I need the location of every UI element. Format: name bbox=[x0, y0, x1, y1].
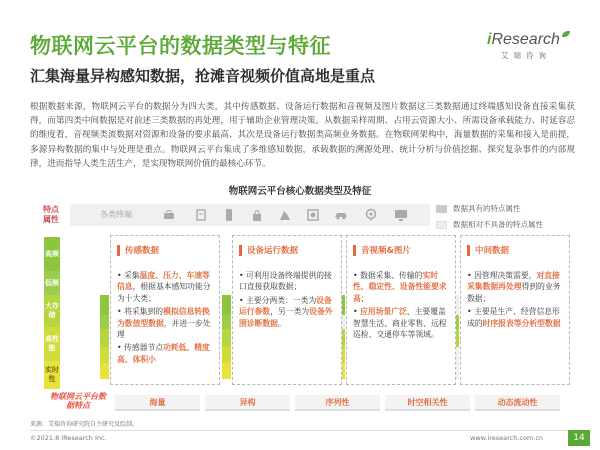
column-intermediate-data bbox=[460, 235, 570, 385]
leaf-icon bbox=[562, 31, 570, 37]
column-heading: 传感数据 bbox=[125, 246, 160, 256]
legend-item-has: 数据具有的特点属性 bbox=[436, 202, 543, 215]
legend bbox=[436, 202, 543, 234]
feature-tag: 时空相关性 bbox=[385, 395, 470, 411]
website-link[interactable]: www.iresearch.com.cn bbox=[470, 434, 544, 442]
column-heading: 设备运行数据 bbox=[247, 246, 299, 256]
legend-swatch bbox=[436, 205, 447, 213]
column-device-data bbox=[232, 235, 342, 385]
page-title: 物联网云平台的数据类型与特征 bbox=[30, 34, 331, 58]
webcam-icon bbox=[364, 208, 378, 222]
bullet: • 可利用设备终端提供的接口直接获取数据； bbox=[239, 271, 332, 292]
feature-tag: 序列性 bbox=[295, 395, 380, 411]
meter-icon bbox=[194, 208, 208, 222]
logo-brand: Research bbox=[491, 31, 560, 48]
bullet: • 主要是生产、经营信息形成的时序报表等分析型数据 bbox=[467, 307, 561, 328]
lock-icon bbox=[250, 208, 264, 222]
monitor-icon bbox=[394, 208, 408, 222]
sensor-attribute-strip bbox=[100, 295, 109, 379]
terminal-icon-row bbox=[70, 204, 430, 226]
rail-item-realtime: 实时性 bbox=[44, 361, 60, 389]
column-av-data bbox=[346, 235, 456, 385]
legend-item-lacks: 数据相对不具备的特点属性 bbox=[436, 218, 543, 231]
platform-features-row bbox=[40, 391, 590, 411]
footer-divider bbox=[30, 430, 575, 431]
iresearch-logo: iResearch 艾瑞咨询 bbox=[487, 31, 577, 61]
bullet: • 应用场景广泛，主要覆盖智慧生活、商业零售、远程巡检、交通停车等领域。 bbox=[353, 307, 447, 340]
device-attribute-strip bbox=[222, 295, 231, 379]
page-number: 14 bbox=[568, 430, 590, 446]
intro-paragraph: 根据数据来源，物联网云平台的数据分为四大类，其中传感数据、设备运行数据和音视频及图片数据这三类数据通过终端感知设备直接采集获得，而第四类中间数据是对前述三类数据的再处理，用于辅助企业管理决策。从数据采样周期、占用云资源大小、所需设备承载能力、时延容忍的维度看，音视频类流数据对资源和设备的要求最高、其次是设备运行数据类高频业务数据。在物联网架构中，海量数据的采集和接入是前提，多源异构数据的集中与处理是重点。物联网云平台集成了多维感知数据，承载数据的溯源处理、统计分析与价值挖掘、探究复杂事件的内部规律，进而指导人类生活生产，是实现物联网价值的最核心环节。 bbox=[30, 102, 575, 169]
bullet: • 采集温度、压力、车速等信息，根据基本感知功能分为十大类； bbox=[117, 271, 211, 303]
feature-tag: 异构 bbox=[205, 395, 290, 411]
feature-tag: 海量 bbox=[115, 395, 200, 411]
bullet: • 数据采集、传输的实时性、稳定性、设备性能要求高； bbox=[353, 271, 447, 303]
rail-item-low-freq: 低频 bbox=[44, 271, 60, 295]
machine-icon bbox=[278, 208, 292, 222]
bullet: • 传感器节点功耗低、精度高、体积小 bbox=[117, 343, 210, 364]
features-label: 物联网云平台数据特点 bbox=[50, 392, 106, 410]
rail-item-performance: 高性能 bbox=[44, 327, 60, 361]
sensor-icon bbox=[162, 208, 176, 222]
camera-icon bbox=[306, 208, 320, 222]
rail-header: 特点属性 bbox=[43, 205, 59, 224]
bullet: • 主要分两类：一类为设备运行参数，另一类为设备外围诊断数据。 bbox=[239, 295, 333, 328]
column-heading: 音视频&图片 bbox=[361, 246, 411, 256]
bullet: • 将采集到的模拟信息转换为数值型数据，并进一步处理 bbox=[117, 307, 211, 340]
column-heading: 中间数据 bbox=[475, 246, 510, 256]
rail-item-storage: 大存储 bbox=[44, 295, 60, 327]
feature-tag: 动态流动性 bbox=[475, 395, 560, 411]
page-subtitle: 汇集海量异构感知数据，抢滩音视频价值高地是重点 bbox=[30, 67, 376, 85]
legend-swatch bbox=[436, 221, 447, 229]
bullet: • 因管理决策需要，对直接采集数据再处理得到的业务数据； bbox=[467, 271, 561, 303]
logo-tagline: 艾瑞咨询 bbox=[501, 51, 551, 60]
column-sensor-data bbox=[110, 235, 220, 385]
rail-item-high-freq: 高频 bbox=[44, 237, 60, 271]
car-icon bbox=[334, 208, 348, 222]
terminal-label: 各类终端 bbox=[100, 210, 132, 219]
diagram-title: 物联网云平台核心数据类型及特征 bbox=[228, 186, 372, 197]
smart-device-icon bbox=[222, 208, 236, 222]
source-note: 来源：艾瑞咨询研究院自主研究及绘制。 bbox=[30, 421, 139, 428]
copyright: ©2021.8 iResearch Inc. bbox=[30, 434, 107, 442]
